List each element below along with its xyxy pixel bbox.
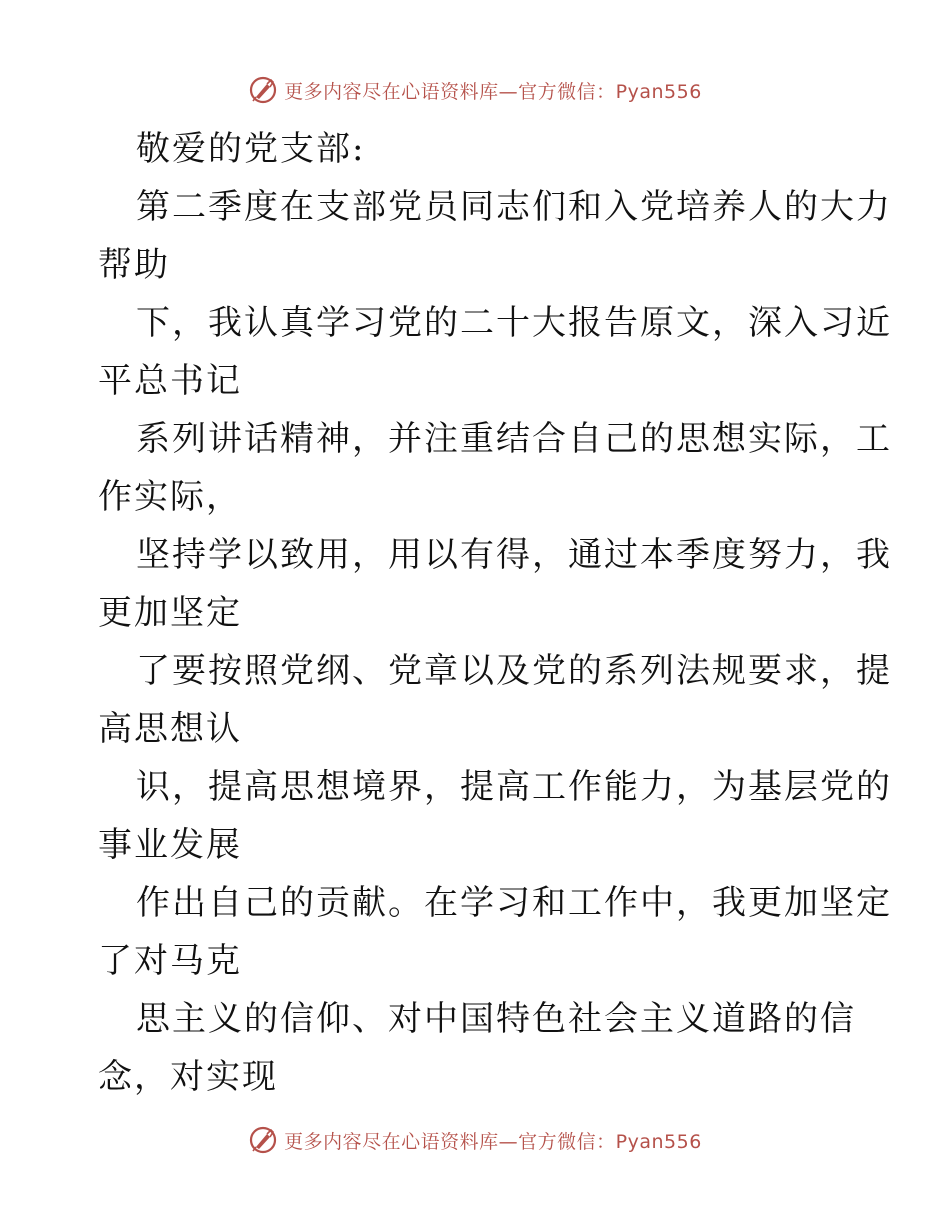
document-body xyxy=(98,120,892,1106)
paragraph-line: 高思想认 xyxy=(98,709,242,749)
paragraph-line: 了要按照党纲、党章以及党的系列法规要求，提 xyxy=(136,651,892,691)
header-watermark xyxy=(0,72,950,108)
paragraph-line: 识，提高思想境界，提高工作能力，为基层党的 xyxy=(136,767,892,807)
paragraph-line: 事业发展 xyxy=(98,825,242,865)
watermark-text: 更多内容尽在心语资料库—官方微信：Pyan556 xyxy=(284,80,702,103)
paragraph-line: 平总书记 xyxy=(98,361,242,401)
paragraph-line: 下，我认真学习党的二十大报告原文，深入习近 xyxy=(136,303,892,343)
paragraph-line: 作出自己的贡献。在学习和工作中，我更加坚定 xyxy=(136,883,892,923)
watermark-text: 更多内容尽在心语资料库—官方微信：Pyan556 xyxy=(284,1130,702,1153)
paragraph-line: 作实际， xyxy=(98,477,242,517)
quill-pen-logo-icon xyxy=(248,1125,278,1155)
salutation: 敬爱的党支部: xyxy=(136,129,366,169)
paragraph-line: 了对马克 xyxy=(98,941,242,981)
paragraph-line: 思主义的信仰、对中国特色社会主义道路的信 xyxy=(136,999,856,1039)
paragraph-line: 帮助 xyxy=(98,245,170,285)
paragraph-line: 第二季度在支部党员同志们和入党培养人的大力 xyxy=(136,187,892,227)
quill-pen-logo-icon xyxy=(248,75,278,105)
paragraph-line: 坚持学以致用，用以有得，通过本季度努力，我 xyxy=(136,535,892,575)
footer-watermark xyxy=(0,1122,950,1158)
paragraph-line: 念，对实现 xyxy=(98,1057,278,1097)
paragraph-line: 系列讲话精神，并注重结合自己的思想实际，工 xyxy=(136,419,892,459)
paragraph-line: 更加坚定 xyxy=(98,593,242,633)
